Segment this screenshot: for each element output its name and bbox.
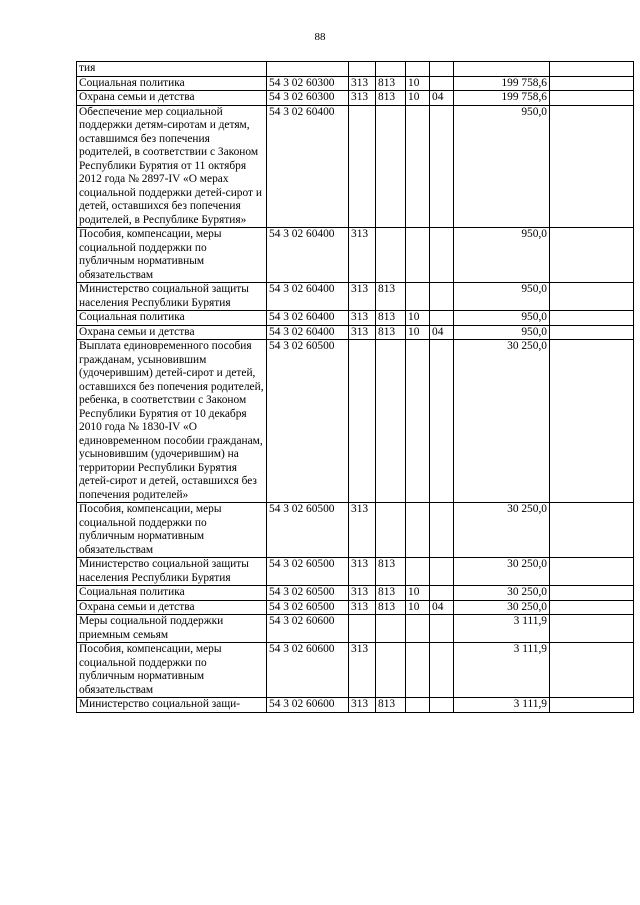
table-row <box>77 340 634 503</box>
row-ved <box>376 340 406 503</box>
table-row <box>77 228 634 283</box>
row-adm: 313 <box>349 228 376 283</box>
row-rz: 10 <box>406 76 430 91</box>
table-row <box>77 105 634 228</box>
row-amount: 3 111,9 <box>454 698 550 713</box>
row-amount: 30 250,0 <box>454 600 550 615</box>
row-adm: 313 <box>349 503 376 558</box>
row-empty-cell <box>550 91 634 106</box>
row-name: Социальная политика <box>77 586 267 601</box>
row-amount: 30 250,0 <box>454 503 550 558</box>
row-adm: 313 <box>349 325 376 340</box>
row-name: Обеспечение мер социальной поддержки детям-сиротам и детям, оставшимся без попечения родителей, в соответствии с Законом Республики Бурятия от 11 октября 2012 года № 2897-IV «О мерах социальной поддержки детей-сирот и детей, оставшихся без попечения родителей, в Республике Бурятия» <box>77 105 267 228</box>
row-ved <box>376 228 406 283</box>
row-empty-cell <box>550 586 634 601</box>
row-amount: 30 250,0 <box>454 340 550 503</box>
row-code: 54 3 02 60400 <box>267 325 349 340</box>
row-name: тия <box>77 62 267 77</box>
row-name: Министерство социальной защиты населения Республики Бурятия <box>77 558 267 586</box>
row-rz: 10 <box>406 91 430 106</box>
table-row <box>77 643 634 698</box>
row-pr <box>430 283 454 311</box>
row-amount: 3 111,9 <box>454 643 550 698</box>
row-rz <box>406 228 430 283</box>
row-code: 54 3 02 60500 <box>267 558 349 586</box>
row-pr: 04 <box>430 600 454 615</box>
row-ved: 813 <box>376 76 406 91</box>
row-adm: 313 <box>349 91 376 106</box>
row-empty-cell <box>550 62 634 77</box>
row-rz <box>406 698 430 713</box>
page-number: 88 <box>314 31 326 43</box>
row-empty-cell <box>550 311 634 326</box>
row-ved <box>376 643 406 698</box>
row-ved: 813 <box>376 600 406 615</box>
row-name: Министерство социальной защи- <box>77 698 267 713</box>
table-row <box>77 283 634 311</box>
row-name: Пособия, компенсации, меры социальной поддержки по публичным нормативным обязательствам <box>77 228 267 283</box>
table-row <box>77 558 634 586</box>
table-row <box>77 91 634 106</box>
row-rz <box>406 643 430 698</box>
table-row <box>77 62 634 77</box>
table-row <box>77 586 634 601</box>
row-code: 54 3 02 60600 <box>267 698 349 713</box>
row-pr <box>430 643 454 698</box>
row-adm: 313 <box>349 600 376 615</box>
row-name: Пособия, компенсации, меры социальной поддержки по публичным нормативным обязательствам <box>77 503 267 558</box>
table-row <box>77 615 634 643</box>
row-amount: 950,0 <box>454 311 550 326</box>
row-adm: 313 <box>349 558 376 586</box>
row-amount: 950,0 <box>454 105 550 228</box>
row-amount: 950,0 <box>454 325 550 340</box>
row-empty-cell <box>550 600 634 615</box>
row-pr <box>430 76 454 91</box>
row-empty-cell <box>550 643 634 698</box>
row-pr <box>430 105 454 228</box>
row-name: Министерство социальной защиты населения Республики Бурятия <box>77 283 267 311</box>
row-amount: 3 111,9 <box>454 615 550 643</box>
row-pr <box>430 62 454 77</box>
row-empty-cell <box>550 325 634 340</box>
row-code: 54 3 02 60400 <box>267 283 349 311</box>
row-adm: 313 <box>349 586 376 601</box>
row-pr <box>430 615 454 643</box>
table-row <box>77 325 634 340</box>
row-empty-cell <box>550 698 634 713</box>
row-ved <box>376 62 406 77</box>
row-name: Пособия, компенсации, меры социальной поддержки по публичным нормативным обязательствам <box>77 643 267 698</box>
row-empty-cell <box>550 340 634 503</box>
row-amount: 950,0 <box>454 283 550 311</box>
row-rz <box>406 105 430 228</box>
row-pr: 04 <box>430 325 454 340</box>
table-row <box>77 600 634 615</box>
row-pr: 04 <box>430 91 454 106</box>
row-pr <box>430 503 454 558</box>
row-rz <box>406 62 430 77</box>
row-ved <box>376 105 406 228</box>
row-code: 54 3 02 60600 <box>267 615 349 643</box>
row-ved: 813 <box>376 325 406 340</box>
row-pr <box>430 228 454 283</box>
row-rz <box>406 503 430 558</box>
row-name: Охрана семьи и детства <box>77 600 267 615</box>
row-code <box>267 62 349 77</box>
table-row <box>77 503 634 558</box>
row-ved: 813 <box>376 283 406 311</box>
row-empty-cell <box>550 558 634 586</box>
row-adm <box>349 62 376 77</box>
table-row <box>77 698 634 713</box>
row-adm: 313 <box>349 311 376 326</box>
row-adm: 313 <box>349 76 376 91</box>
row-amount: 950,0 <box>454 228 550 283</box>
row-name: Меры социальной поддержки приемным семьям <box>77 615 267 643</box>
row-ved: 813 <box>376 558 406 586</box>
row-adm <box>349 615 376 643</box>
row-ved: 813 <box>376 698 406 713</box>
row-code: 54 3 02 60500 <box>267 600 349 615</box>
row-rz <box>406 558 430 586</box>
row-amount <box>454 62 550 77</box>
row-name: Социальная политика <box>77 311 267 326</box>
row-rz <box>406 340 430 503</box>
row-pr <box>430 586 454 601</box>
row-empty-cell <box>550 283 634 311</box>
row-adm <box>349 105 376 228</box>
row-pr <box>430 698 454 713</box>
table-row <box>77 311 634 326</box>
row-code: 54 3 02 60600 <box>267 643 349 698</box>
table-row <box>77 76 634 91</box>
row-rz <box>406 615 430 643</box>
row-code: 54 3 02 60300 <box>267 76 349 91</box>
row-name: Выплата единовременного пособия гражданам, усыновившим (удочерившим) детей-сирот и детей, оставшихся без попечения родителей, ребенка, в соответствии с Законом Республики Бурятия от 10 декабря 2010 года № 1830-IV «О единовременном пособии гражданам, усыновившим (удочерившим) на территории Республики Бурятия детей-сирот и детей, оставшихся без попечения родителей» <box>77 340 267 503</box>
row-empty-cell <box>550 615 634 643</box>
row-name: Охрана семьи и детства <box>77 91 267 106</box>
row-ved: 813 <box>376 91 406 106</box>
row-ved <box>376 615 406 643</box>
row-rz: 10 <box>406 586 430 601</box>
row-ved: 813 <box>376 311 406 326</box>
row-empty-cell <box>550 228 634 283</box>
row-code: 54 3 02 60400 <box>267 228 349 283</box>
row-adm: 313 <box>349 698 376 713</box>
row-code: 54 3 02 60500 <box>267 503 349 558</box>
row-pr <box>430 340 454 503</box>
row-name: Социальная политика <box>77 76 267 91</box>
row-code: 54 3 02 60400 <box>267 311 349 326</box>
row-adm <box>349 340 376 503</box>
row-rz: 10 <box>406 325 430 340</box>
row-ved <box>376 503 406 558</box>
row-amount: 30 250,0 <box>454 558 550 586</box>
row-empty-cell <box>550 76 634 91</box>
row-pr <box>430 311 454 326</box>
row-empty-cell <box>550 503 634 558</box>
row-rz: 10 <box>406 600 430 615</box>
row-code: 54 3 02 60300 <box>267 91 349 106</box>
row-name: Охрана семьи и детства <box>77 325 267 340</box>
row-rz: 10 <box>406 311 430 326</box>
row-code: 54 3 02 60400 <box>267 105 349 228</box>
row-amount: 30 250,0 <box>454 586 550 601</box>
row-adm: 313 <box>349 283 376 311</box>
row-adm: 313 <box>349 643 376 698</box>
row-amount: 199 758,6 <box>454 76 550 91</box>
row-code: 54 3 02 60500 <box>267 586 349 601</box>
row-ved: 813 <box>376 586 406 601</box>
row-pr <box>430 558 454 586</box>
row-amount: 199 758,6 <box>454 91 550 106</box>
budget-table <box>76 61 634 713</box>
row-code: 54 3 02 60500 <box>267 340 349 503</box>
row-empty-cell <box>550 105 634 228</box>
row-rz <box>406 283 430 311</box>
